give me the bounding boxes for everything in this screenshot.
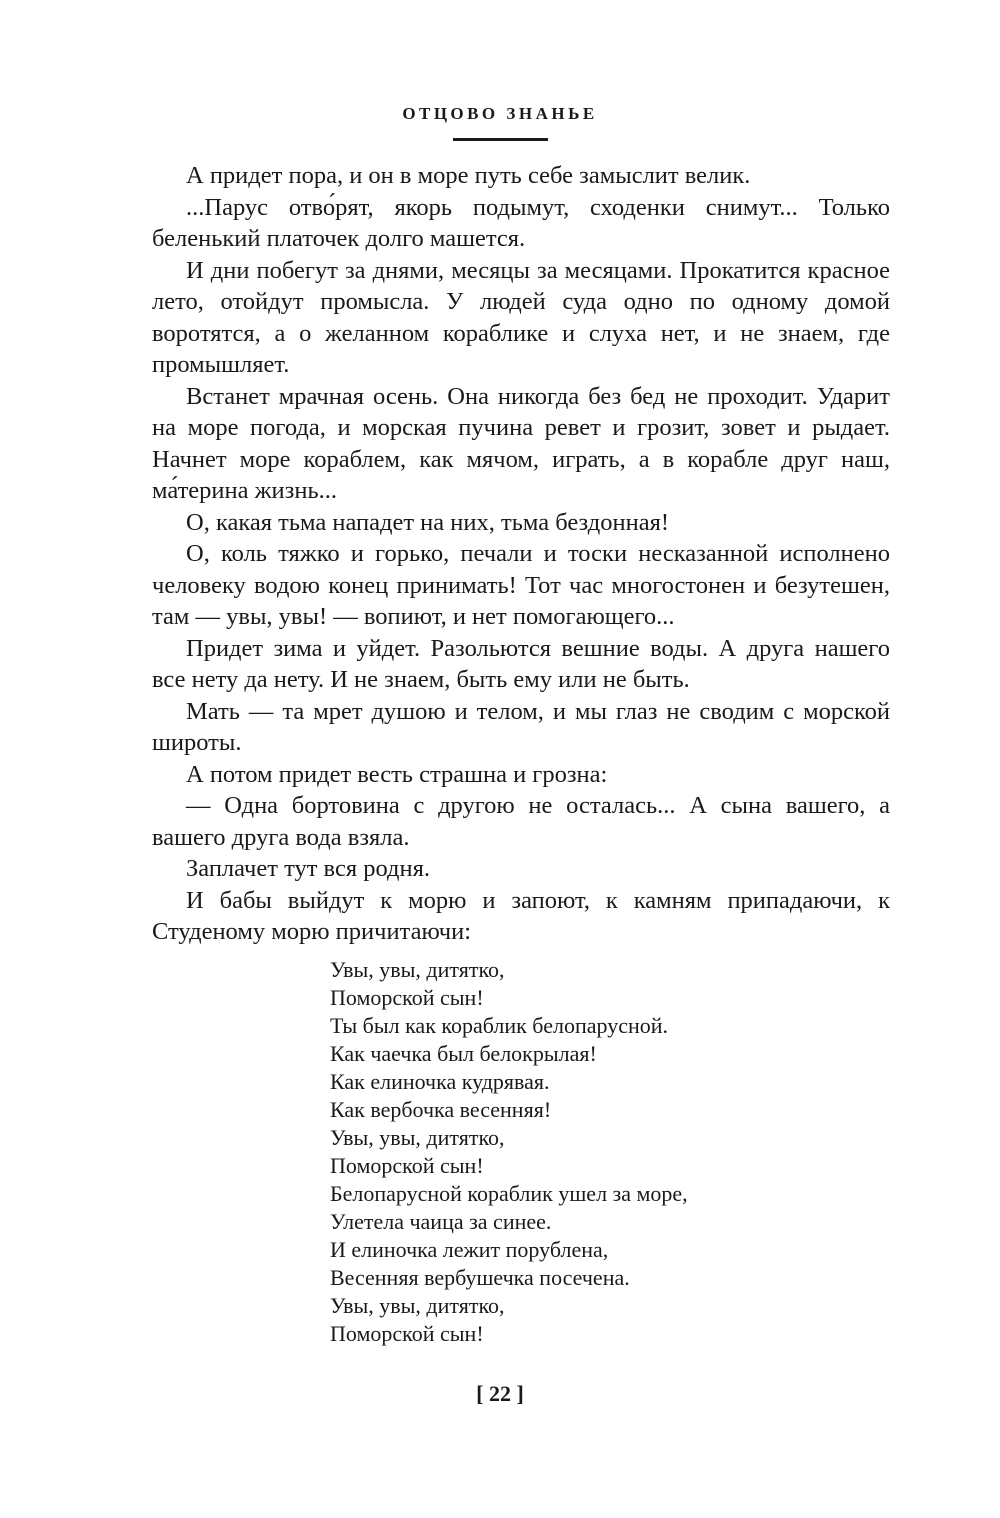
paragraph: И дни побегут за днями, месяцы за месяцами. Прокатится красное лето, отойдут промысла. У людей суда одно по одному домой воротятся, а о желанном кораблике и слуха нет, и не знаем, где промышляет. [152,256,890,378]
verse-line: Ты был как кораблик белопарусной. [330,1013,669,1038]
paragraph: А потом придет весть страшна и грозна: [186,760,608,788]
running-head-rule [453,138,548,141]
lament-verse [330,956,850,1348]
verse-line: И елиночка лежит порублена, [330,1237,609,1262]
verse-line: Весенняя вербушечка посечена. [330,1265,630,1290]
running-head: ОТЦОВО ЗНАНЬЕ [402,104,598,123]
paragraph: И бабы выйдут к морю и запоют, к камням припадаючи, к Студеному морю причитаючи: [152,886,890,945]
verse-line: Увы, увы, дитятко, [330,1125,505,1150]
verse-line: Как чаечка был белокрылая! [330,1041,597,1066]
paragraph: А придет пора, и он в море путь себе замыслит велик. [186,162,751,189]
verse-line: Поморской сын! [330,985,484,1010]
verse-line: Улетела чаица за синее. [330,1209,552,1234]
paragraph: Встанет мрачная осень. Она никогда без бед не проходит. Ударит на море погода, и морская пучина ревет и грозит, зовет и рыдает. Начнет море кораблем, как мячом, играть, а в корабле друг наш, ма́терина жизнь... [152,382,890,504]
paragraph: Мать — та мрет душою и телом, и мы глаз не сводим с морской широты. [152,697,890,756]
page-number: [ 22 ] [476,1381,524,1406]
verse-line: Как вербочка весенняя! [330,1097,552,1122]
verse-line: Белопарусной кораблик ушел за море, [330,1181,688,1206]
paragraph: Придет зима и уйдет. Разольются вешние воды. А друга нашего все нету да нету. И не знаем, быть ему или не быть. [152,634,890,693]
verse-line: Увы, увы, дитятко, [330,1293,505,1318]
body-text [152,160,890,948]
verse-line: Поморской сын! [330,1153,484,1178]
paragraph: О, коль тяжко и горько, печали и тоски несказанной исполнено человеку водою конец принимать! Тот час многостонен и безутешен, там — увы, увы! — вопиют, и нет помогающего... [152,540,890,630]
paragraph: — Одна бортовина с другою не осталась... А сына вашего, а вашего друга вода взяла. [152,792,890,851]
verse-line: Увы, увы, дитятко, [330,957,505,982]
verse-line: Поморской сын! [330,1321,484,1346]
paragraph: Заплачет тут вся родня. [186,855,431,882]
paragraph: О, какая тьма нападет на них, тьма бездонная! [186,508,670,536]
paragraph: ...Парус отво́рят, якорь подымут, сходенки снимут... Только беленький платочек долго машется. [152,193,890,252]
verse-line: Как елиночка кудрявая. [330,1069,550,1094]
